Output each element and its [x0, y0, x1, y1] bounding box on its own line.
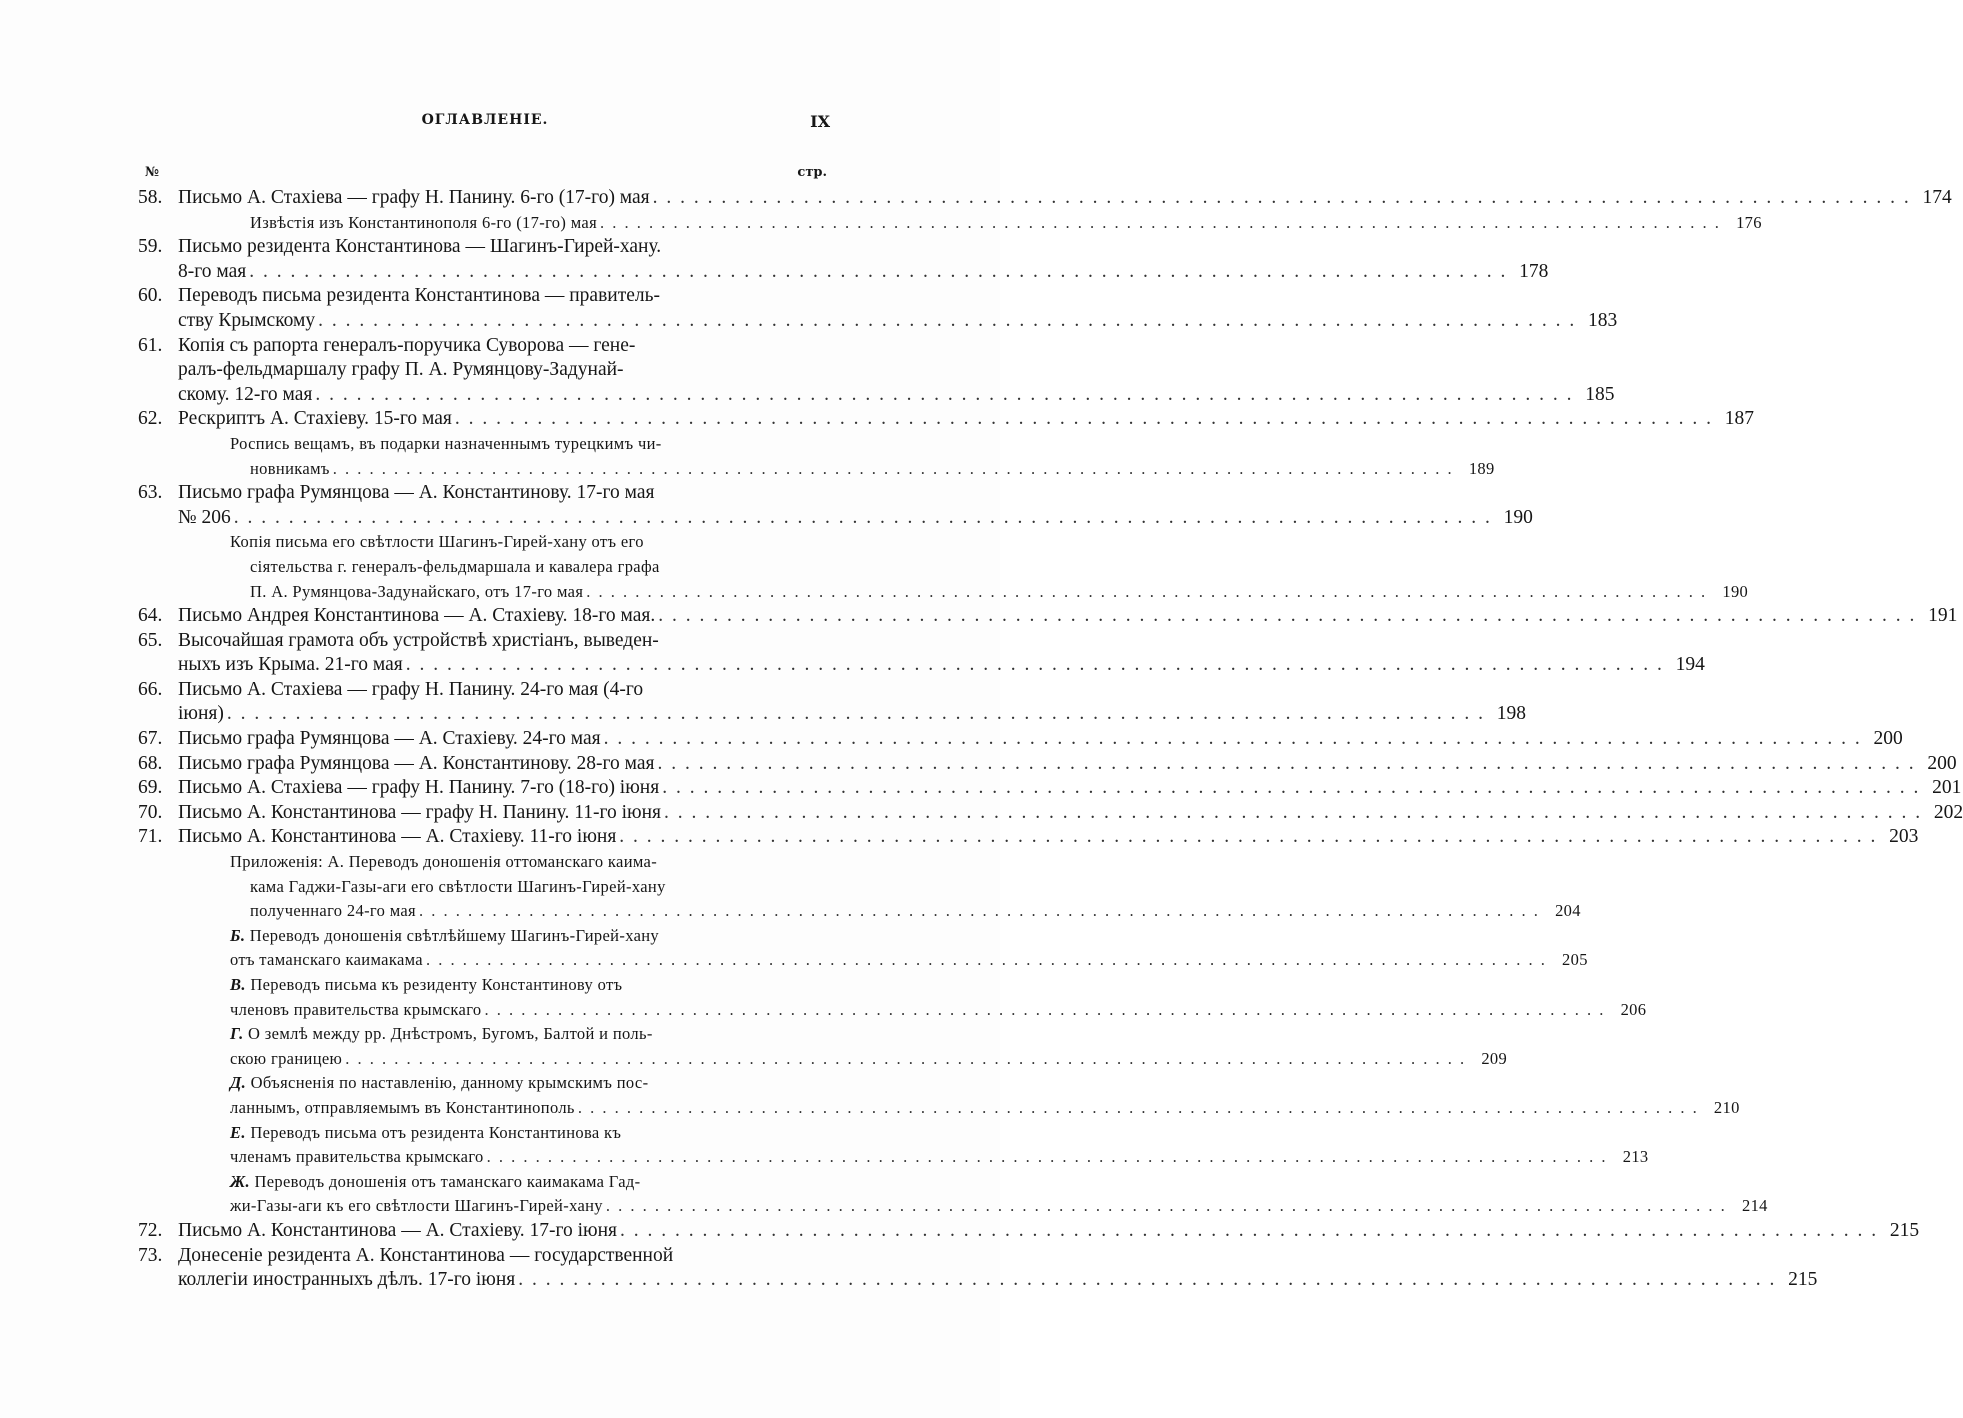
dot-leader	[518, 1268, 1776, 1293]
entry-text: Письмо резидента Константинова — Шагинъ-Гирей-хану.	[178, 236, 662, 258]
entry-text: ныхъ изъ Крыма. 21-го мая	[178, 654, 403, 676]
dot-leader	[333, 457, 1454, 482]
table-of-contents	[138, 186, 1963, 1293]
dot-leader	[604, 727, 1862, 752]
dot-leader	[657, 752, 1915, 777]
entry-page: 198	[1496, 703, 1527, 725]
toc-entry-continuation	[138, 653, 1705, 678]
toc-entry-continuation	[138, 702, 1527, 727]
dot-leader	[600, 211, 1721, 236]
dot-leader	[419, 899, 1540, 924]
entry-text: скому. 12-го мая	[178, 383, 313, 405]
page-number: IX	[810, 112, 830, 131]
entry-text: Приложенія: А. Переводъ доношенія оттоманскаго каима-	[230, 852, 658, 872]
toc-entry	[138, 1244, 830, 1269]
column-headings	[145, 165, 827, 187]
entry-number: 64.	[138, 605, 163, 627]
entry-page: 210	[1713, 1097, 1740, 1117]
toc-entry-continuation	[138, 309, 1618, 334]
entry-text: коллегіи иностранныхъ дѣлъ. 17-го іюня	[178, 1269, 516, 1291]
entry-text: Письмо графа Румянцова — А. Константинову. 28-го мая	[178, 752, 655, 774]
toc-subentry-continuation	[138, 1047, 1508, 1072]
entry-number: 70.	[138, 801, 163, 823]
page-column-heading: стр.	[797, 165, 827, 180]
dot-leader	[586, 580, 1707, 605]
dot-leader	[315, 383, 1573, 408]
entry-text: Письмо А. Стахіева — графу Н. Панину. 6-го (17-го) мая	[178, 187, 650, 208]
entry-page: 189	[1468, 458, 1495, 478]
toc-entry	[138, 604, 1958, 629]
entry-number: 63.	[138, 482, 163, 504]
entry-number: 72.	[138, 1219, 163, 1241]
entry-page: 203	[1889, 826, 1919, 848]
entry-number: 59.	[138, 236, 163, 258]
toc-appendix-entry	[138, 1170, 830, 1195]
toc-entry	[138, 629, 830, 654]
entry-text: жи-Газы-аги къ его свѣтлости Шагинъ-Гирей-хану	[230, 1196, 603, 1216]
dot-leader	[485, 998, 1606, 1023]
toc-entry	[138, 801, 1963, 826]
entry-page: 200	[1873, 728, 1903, 750]
toc-entry	[138, 1219, 1920, 1244]
dot-leader	[664, 801, 1922, 826]
toc-subentry	[138, 432, 830, 457]
toc-entry	[138, 825, 1919, 850]
appendix-letter: Д.	[230, 1073, 247, 1093]
toc-subentry-continuation	[138, 457, 1495, 482]
dot-leader	[658, 604, 1916, 629]
entry-text: ралъ-фельдмаршалу графу П. А. Румянцову-Задунай-	[178, 359, 624, 381]
toc-subentry-continuation	[138, 948, 1588, 973]
dot-leader	[426, 948, 1547, 973]
dot-leader	[662, 776, 1920, 801]
dot-leader	[345, 1047, 1466, 1072]
toc-appendix-heading	[138, 850, 830, 875]
dot-leader	[455, 407, 1713, 432]
toc-subentry-continuation	[138, 1194, 1768, 1219]
entry-text: Переводъ письма резидента Константинова — правитель-	[178, 285, 661, 307]
entry-number: 68.	[138, 752, 163, 774]
toc-appendix-entry	[138, 1071, 830, 1096]
entry-text: сіятельства г. генералъ-фельдмаршала и кавалера графа	[250, 556, 660, 576]
entry-page: 187	[1724, 408, 1754, 430]
appendix-letter: Е.	[230, 1122, 246, 1142]
toc-subentry-continuation	[138, 555, 830, 580]
running-title: ОГЛАВЛЕНІЕ.	[421, 112, 549, 128]
entry-text: Объясненія по наставленію, данному крымскимъ пос-	[250, 1073, 649, 1093]
entry-page: 202	[1933, 801, 1963, 823]
entry-text: членовъ правительства крымскаго	[230, 999, 482, 1019]
entry-number: 67.	[138, 728, 163, 750]
entry-page: 214	[1741, 1196, 1768, 1216]
entry-page: 174	[1922, 187, 1952, 208]
toc-subentry-continuation	[138, 875, 830, 900]
entry-text: Рескриптъ А. Стахіеву. 15-го мая	[178, 408, 452, 430]
toc-subentry-continuation	[138, 1145, 1649, 1170]
entry-page: 190	[1722, 581, 1749, 601]
entry-page: 191	[1928, 605, 1958, 627]
entry-page: 185	[1585, 383, 1615, 405]
toc-entry	[138, 186, 1952, 211]
toc-entry	[138, 727, 1903, 752]
entry-page: 215	[1889, 1219, 1920, 1241]
toc-appendix-entry	[138, 973, 830, 998]
entry-text: ланнымъ, отправляемымъ въ Константинополь	[230, 1097, 575, 1117]
entry-number: 73.	[138, 1244, 163, 1266]
entry-text: Письмо А. Стахіева — графу Н. Панину. 24-го мая (4-го	[178, 678, 644, 700]
toc-entry-continuation	[138, 383, 1615, 408]
entry-page: 178	[1519, 260, 1549, 282]
appendix-letter: Ж.	[230, 1171, 250, 1191]
entry-number: 65.	[138, 629, 163, 651]
entry-text: Донесеніе резидента А. Константинова — государственной	[178, 1244, 674, 1266]
toc-subentry-continuation	[138, 899, 1581, 924]
toc-entry	[138, 334, 830, 359]
toc-subentry	[138, 530, 830, 555]
number-column-heading: №	[145, 165, 160, 180]
toc-entry	[138, 752, 1957, 777]
entry-text: Переводъ доношенія отъ таманскаго каимакама Гад-	[254, 1171, 641, 1191]
entry-text: Переводъ письма къ резиденту Константинову отъ	[250, 975, 623, 994]
entry-text: іюня)	[178, 703, 224, 725]
toc-subentry-continuation	[138, 998, 1647, 1023]
entry-text: Письмо Андрея Константинова — А. Стахіеву. 18-го мая.	[178, 605, 656, 627]
entry-text: № 206	[178, 506, 231, 528]
entry-page: 201	[1932, 777, 1962, 799]
page-header	[140, 112, 830, 138]
toc-entry	[138, 678, 830, 703]
toc-entry	[138, 235, 830, 260]
entry-number: 60.	[138, 285, 163, 307]
dot-leader	[406, 653, 1664, 678]
entry-page: 190	[1503, 506, 1533, 528]
toc-subentry-continuation	[138, 580, 1749, 605]
entry-text: кама Гаджи-Газы-аги его свѣтлости Шагинъ-Гирей-хану	[250, 876, 666, 896]
entry-text: отъ таманскаго каимакама	[230, 950, 423, 970]
entry-text: Копія письма его свѣтлости Шагинъ-Гирей-хану отъ его	[230, 532, 644, 552]
entry-text: 8-го мая	[178, 260, 247, 282]
entry-number: 66.	[138, 678, 163, 700]
dot-leader	[578, 1096, 1699, 1121]
dot-leader	[249, 260, 1507, 285]
toc-appendix-entry	[138, 924, 830, 949]
toc-entry	[138, 284, 830, 309]
entry-text: Письмо А. Константинова — А. Стахіеву. 11-го іюня	[178, 826, 617, 848]
entry-number: 71.	[138, 826, 163, 848]
toc-entry-continuation	[138, 506, 1533, 531]
dot-leader	[653, 186, 1911, 211]
entry-page: 206	[1620, 999, 1647, 1019]
dot-leader	[619, 825, 1877, 850]
toc-appendix-entry	[138, 1121, 830, 1146]
appendix-letter: Б.	[230, 925, 246, 945]
toc-subentry	[138, 211, 1762, 236]
dot-leader	[620, 1219, 1878, 1244]
entry-text: П. А. Румянцова-Задунайскаго, отъ 17-го мая	[250, 581, 584, 601]
entry-text: полученнаго 24-го мая	[250, 901, 417, 921]
entry-page: 209	[1481, 1048, 1508, 1068]
entry-page: 213	[1622, 1147, 1649, 1167]
entry-text: О землѣ между рр. Днѣстромъ, Бугомъ, Балтой и поль-	[248, 1024, 653, 1044]
toc-entry	[138, 407, 1754, 432]
toc-entry	[138, 776, 1962, 801]
entry-number: 61.	[138, 334, 163, 356]
entry-text: Письмо графа Румянцова — А. Стахіеву. 24-го мая	[178, 728, 601, 750]
entry-page: 176	[1736, 212, 1762, 232]
entry-number: 62.	[138, 408, 163, 430]
dot-leader	[606, 1194, 1727, 1219]
toc-entry	[138, 481, 830, 506]
toc-entry-continuation	[138, 358, 830, 383]
entry-text: скою границею	[230, 1048, 343, 1068]
appendix-letter: Г.	[230, 1024, 244, 1044]
entry-page: 215	[1788, 1269, 1818, 1291]
entry-text: Письмо А. Константинова — А. Стахіеву. 17-го іюня	[178, 1219, 618, 1241]
toc-entry-continuation	[138, 1268, 1818, 1293]
entry-page: 200	[1927, 752, 1957, 774]
entry-text: новникамъ	[250, 458, 330, 478]
entry-text: членамъ правительства крымскаго	[230, 1147, 484, 1167]
dot-leader	[227, 702, 1485, 727]
entry-number: 69.	[138, 777, 163, 799]
toc-subentry-continuation	[138, 1096, 1740, 1121]
dot-leader	[234, 506, 1492, 531]
entry-text: Извѣстія изъ Константинополя 6-го (17-го) мая	[250, 212, 598, 232]
appendix-letter: В.	[230, 975, 246, 994]
entry-text: Переводъ письма отъ резидента Константинова къ	[250, 1122, 622, 1142]
entry-text: Роспись вещамъ, въ подарки назначеннымъ турецкимъ чи-	[230, 433, 662, 453]
entry-text: Письмо графа Румянцова — А. Константинову. 17-го мая	[178, 482, 655, 504]
entry-page: 205	[1562, 950, 1588, 970]
entry-page: 204	[1555, 901, 1581, 921]
toc-appendix-entry	[138, 1022, 830, 1047]
entry-text: Переводъ доношенія свѣтлѣйшему Шагинъ-Гирей-хану	[249, 925, 660, 945]
entry-text: ству Крымскому	[178, 309, 316, 331]
entry-page: 194	[1675, 654, 1705, 676]
entry-number: 58.	[138, 187, 163, 208]
entry-text: Письмо А. Стахіева — графу Н. Панину. 7-го (18-го) іюня	[178, 777, 660, 799]
entry-text: Высочайшая грамота объ устройствѣ христіанъ, выведен-	[178, 629, 659, 651]
dot-leader	[318, 309, 1576, 334]
entry-page: 183	[1588, 309, 1618, 331]
entry-text: Копія съ рапорта генералъ-поручика Суворова — гене-	[178, 334, 636, 356]
toc-entry-continuation	[138, 260, 1549, 285]
entry-text: Письмо А. Константинова — графу Н. Панину. 11-го іюня	[178, 801, 661, 823]
dot-leader	[487, 1145, 1608, 1170]
